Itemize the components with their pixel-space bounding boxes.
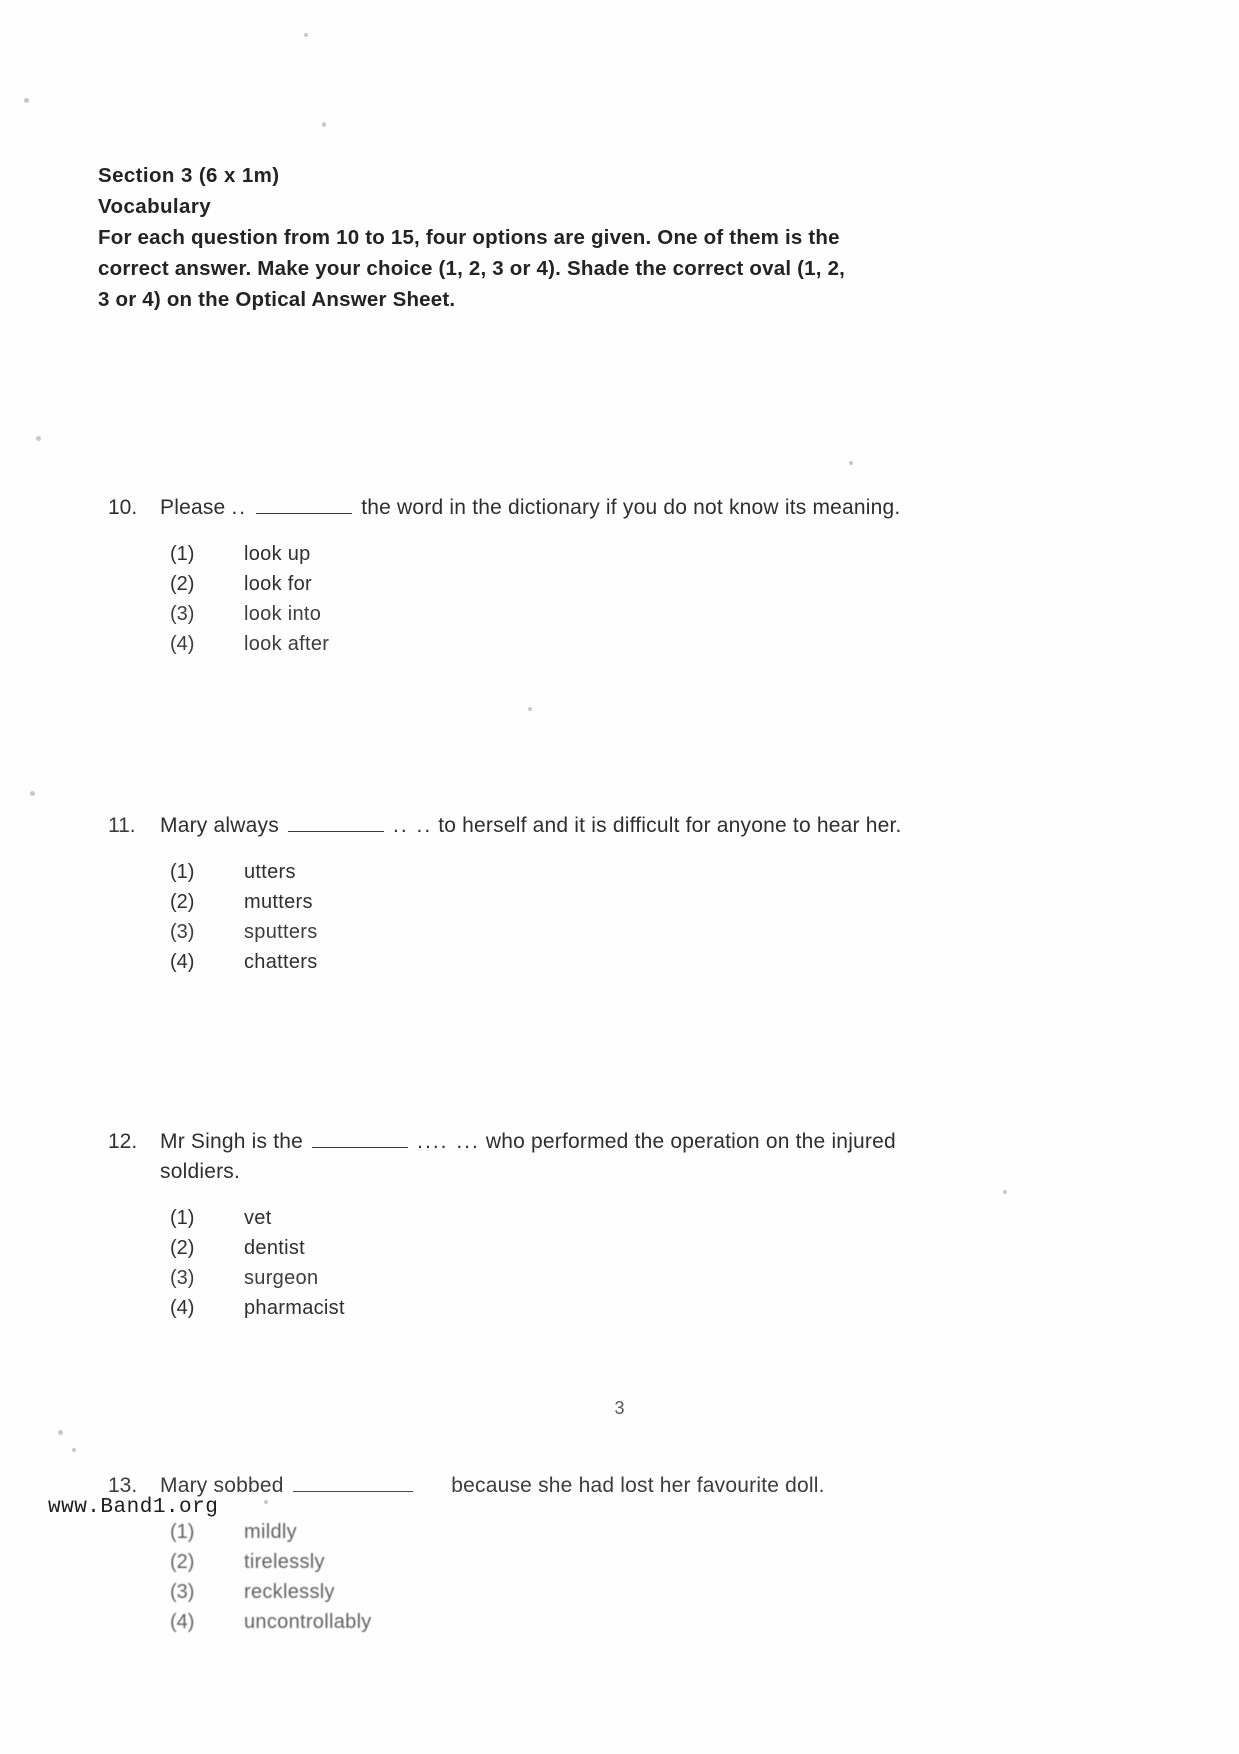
- option-value: uncontrollably: [244, 1611, 372, 1633]
- option-key: (3): [170, 1267, 195, 1289]
- option-key: (4): [170, 1297, 195, 1319]
- answer-blank: [288, 831, 384, 832]
- option-list: [170, 1517, 1108, 1637]
- question-block: [98, 1127, 1108, 1323]
- option-value: look after: [244, 633, 330, 655]
- option-row[interactable]: [170, 887, 1108, 917]
- footer-url: www.Band1.org: [48, 1496, 219, 1519]
- option-key: (3): [170, 921, 195, 943]
- option-key: (1): [170, 861, 195, 883]
- option-list: [170, 1203, 1108, 1323]
- scan-speck: [72, 1448, 76, 1452]
- question-text-before: Mary always: [160, 814, 279, 837]
- question-statement: [98, 1127, 1108, 1187]
- answer-blank: [256, 513, 352, 514]
- question-text-after: to herself and it is difficult for anyone to hear her.: [438, 814, 902, 837]
- option-row[interactable]: [170, 539, 1108, 569]
- option-key: (1): [170, 1521, 195, 1543]
- question-text-after: who performed the operation on the injured: [485, 1130, 896, 1153]
- option-value: look into: [244, 603, 322, 625]
- option-value: look up: [244, 543, 311, 565]
- option-value: recklessly: [244, 1581, 335, 1603]
- option-row[interactable]: [170, 857, 1108, 887]
- question-text-after: because she had lost her favourite doll.: [451, 1474, 825, 1497]
- instructions-line-3: 3 or 4) on the Optical Answer Sheet.: [98, 288, 456, 311]
- blank-dots: .... ...: [417, 1130, 480, 1153]
- option-key: (2): [170, 891, 195, 913]
- option-row[interactable]: [170, 1293, 1108, 1323]
- option-value: pharmacist: [244, 1297, 345, 1319]
- scan-speck: [322, 122, 326, 127]
- question-number: 11.: [108, 814, 136, 837]
- option-row[interactable]: [170, 1233, 1108, 1263]
- option-value: utters: [244, 861, 296, 883]
- option-key: (2): [170, 573, 195, 595]
- question-text-before: Please: [160, 496, 226, 519]
- option-row[interactable]: [170, 569, 1108, 599]
- option-value: tirelessly: [244, 1551, 325, 1573]
- page-number: 3: [614, 1398, 625, 1418]
- option-value: look for: [244, 573, 312, 595]
- option-key: (1): [170, 1207, 195, 1229]
- option-key: (1): [170, 543, 195, 565]
- option-list: [170, 857, 1108, 977]
- option-value: vet: [244, 1207, 272, 1229]
- scan-speck: [304, 33, 308, 37]
- option-key: (2): [170, 1237, 195, 1259]
- section-heading: Section 3 (6 x 1m): [98, 164, 280, 187]
- option-row[interactable]: [170, 1547, 1108, 1577]
- blank-dots: .. ..: [392, 814, 433, 837]
- blank-dots: [422, 1474, 446, 1497]
- question-statement: [98, 811, 1108, 841]
- question-statement: [98, 493, 1108, 523]
- option-row[interactable]: [170, 1203, 1108, 1233]
- instructions-line-2: correct answer. Make your choice (1, 2, 3 or 4). Shade the correct oval (1, 2,: [98, 257, 846, 280]
- answer-blank: [312, 1147, 408, 1148]
- option-key: (3): [170, 1581, 195, 1603]
- option-row[interactable]: [170, 917, 1108, 947]
- option-value: surgeon: [244, 1267, 319, 1289]
- question-text-before: Mary sobbed: [160, 1474, 284, 1497]
- section-header: [98, 160, 1108, 315]
- option-list: [170, 539, 1108, 659]
- option-row[interactable]: [170, 1577, 1108, 1607]
- option-value: sputters: [244, 921, 318, 943]
- option-value: mildly: [244, 1521, 297, 1543]
- question-number: 12.: [108, 1130, 138, 1153]
- question-text-before: Mr Singh is the: [160, 1130, 304, 1153]
- question-block: [98, 1471, 1108, 1637]
- question-text-after: the word in the dictionary if you do not know its meaning.: [361, 496, 901, 519]
- blank-dots: ..: [231, 496, 248, 519]
- question-block: [98, 811, 1108, 977]
- option-key: (4): [170, 633, 195, 655]
- answer-blank: [293, 1491, 413, 1492]
- option-value: chatters: [244, 951, 318, 973]
- scan-speck: [58, 1430, 63, 1435]
- option-row[interactable]: [170, 1263, 1108, 1293]
- option-value: dentist: [244, 1237, 306, 1259]
- option-row[interactable]: [170, 1517, 1108, 1547]
- option-row[interactable]: [170, 599, 1108, 629]
- option-key: (2): [170, 1551, 195, 1573]
- scan-speck: [36, 436, 41, 441]
- option-row[interactable]: [170, 629, 1108, 659]
- question-block: [98, 493, 1108, 659]
- option-row[interactable]: [170, 947, 1108, 977]
- question-text-continued: soldiers.: [160, 1160, 240, 1183]
- question-number: 13.: [108, 1474, 138, 1497]
- option-key: (4): [170, 1611, 195, 1633]
- question-statement: [98, 1471, 1108, 1501]
- section-subheading: Vocabulary: [98, 195, 211, 218]
- scan-speck: [24, 98, 29, 103]
- option-row[interactable]: [170, 1607, 1108, 1637]
- option-key: (3): [170, 603, 195, 625]
- question-number: 10.: [108, 496, 138, 519]
- option-value: mutters: [244, 891, 313, 913]
- scan-speck: [30, 791, 35, 796]
- option-key: (4): [170, 951, 195, 973]
- instructions-line-1: For each question from 10 to 15, four options are given. One of them is the: [98, 226, 840, 249]
